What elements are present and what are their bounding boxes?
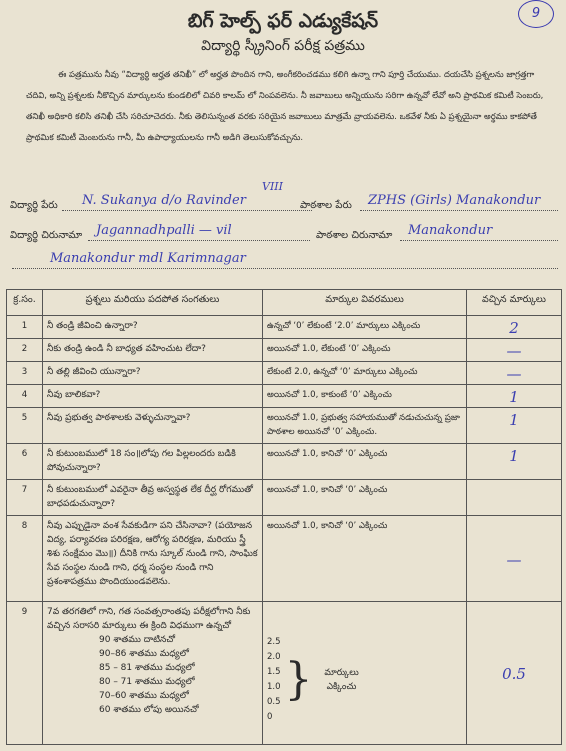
header-marks-details: మార్కుల వివరములు xyxy=(263,290,467,316)
row-score-cell xyxy=(467,444,562,480)
school-name-value: ZPHS (Girls) Manakondur xyxy=(368,193,541,208)
school-address-label: పాఠశాల చిరునామా xyxy=(316,230,393,241)
row-score: 1 xyxy=(509,447,519,465)
scale-value: 2.5 xyxy=(267,637,281,647)
row-score-cell xyxy=(467,408,562,444)
row-number: 7 xyxy=(7,480,43,516)
row-score: 1 xyxy=(509,388,519,406)
student-name-label: విద్యార్థి పేరు xyxy=(10,200,58,211)
row-question: నీవు బాలికవా? xyxy=(43,385,263,408)
school-name-label: పాఠశాల పేరు xyxy=(300,200,352,211)
row-question: నీ కుటుంబములో ఎవరైనా తీవ్ర అస్వస్థత లేక దీర్ఘ రోగముతో బాధపడుచున్నారా? xyxy=(43,480,263,516)
instructions-paragraph: ఈ పత్రమును నీవు “విద్యార్థి అర్హత తనిఖీ” లో అర్హత పొందిన గాని, అంగీకరించడము కలిగి ఉన్నా గాని పూర్తి చేయుము. దయచేసి ప్రశ్నలను జాగ్రత్తగా చదివి, అన్ని ప్రశ్నలకు నీకొచ్చిన మార్కులను కుండలిలో చివరి కాలమ్ లో నింపవలెను. నీ జవాబులు అన్నియును సరిగా ఉన్నవో లేవో అని ప్రాథమిక కమిటీ సెంబరు, తనిఖీ అధికారి కలిసి తనిఖీ చేసి సరిచూచెదరు. నీకు తెలిసున్నంత వరకు సరియైన జవాబులు మాత్రమే వ్రాయవలెను. ఒకవేళ నీకు ఏ ప్రశ్నయైనా అర్థము కాకపోతే ప్రాథమిక కమిటీ మెంబరును గానీ, మీ ఉపాధ్యాయులను గానీ అడిగి తెలుసుకోవచ్చును. xyxy=(26,69,544,142)
scale-value: 1.0 xyxy=(267,682,281,692)
table-header-row xyxy=(7,290,562,316)
class-mark: VIII xyxy=(262,180,283,193)
table-row xyxy=(7,339,562,362)
school-address-line xyxy=(400,240,558,241)
brace-icon: } xyxy=(284,654,313,705)
student-name-value: N. Sukanya d/o Ravinder xyxy=(82,193,246,208)
row-question: నీ తండ్రి జీవించి ఉన్నారా? xyxy=(43,316,263,339)
percentage-item: 90 శాతము దాటినచో xyxy=(99,635,176,645)
row-number: 8 xyxy=(7,516,43,602)
corner-number-mark: 9 xyxy=(518,0,554,28)
row-marks-details: ఉన్నచో ‘0’ లేకుంటే ‘2.0’ మార్కులు ఎక్కించు xyxy=(263,316,467,339)
table-row xyxy=(7,516,562,602)
address-line-2 xyxy=(12,268,558,269)
row-number: 1 xyxy=(7,316,43,339)
row-score: 1 xyxy=(509,411,519,429)
row-marks-details: అయినచో 1.0, కాకుంటే ‘0’ ఎక్కించు xyxy=(263,385,467,408)
table-row xyxy=(7,444,562,480)
row-score-cell xyxy=(467,339,562,362)
row-marks-details: అయినచో 1.0, కానిచో ‘0’ ఎక్కించు xyxy=(263,480,467,516)
row-marks-details: లేకుంటే 2.0, ఉన్నచో ‘0’ మార్కులు ఎక్కించు xyxy=(263,362,467,385)
row-marks-details: అయినచో 1.0, లేకుంటే ‘0’ ఎక్కించు xyxy=(263,339,467,362)
row-score: 0.5 xyxy=(502,665,526,683)
row-score-cell xyxy=(467,516,562,602)
row-score-cell xyxy=(467,385,562,408)
school-name-line xyxy=(360,210,558,211)
percentage-item: 60 శాతము లోపు అయినచో xyxy=(99,705,199,715)
row-marks-details: అయినచో 1.0, కానిచో ‘0’ ఎక్కించు xyxy=(263,444,467,480)
row-number: 4 xyxy=(7,385,43,408)
percentage-item: 70–60 శాతము మధ్యలో xyxy=(99,691,189,701)
row-question: నీవు ఎప్పుడైనా వంశ సేవకుడిగా పని చేసినావా? (పయోజన విద్య, పర్యావరణ పరిరక్షణ, ఆరోగ్య పరిరక్షణ, మరియు స్త్రీ శిశు సంక్షేమం మొ॥) దీనికి గాను స్కూల్ నుండి గాని, సాంఘిక సేవ సంస్థల నుండి గాని, ధర్మ సంస్థల నుండి గాని ప్రశంశాపత్రము పొందియుండవలెను. xyxy=(43,516,263,602)
table-row xyxy=(7,316,562,339)
scale-value: 2.0 xyxy=(267,652,281,662)
row-question: నీకు తండ్రి ఉండి నీ బాధ్యత వహించుట లేదా? xyxy=(43,339,263,362)
row-number: 2 xyxy=(7,339,43,362)
row-number: 5 xyxy=(7,408,43,444)
row-score: — xyxy=(506,550,522,569)
scale-value: 0.5 xyxy=(267,697,281,707)
screening-table xyxy=(6,289,562,745)
percentage-item: 85 – 81 శాతము మధ్యలో xyxy=(99,663,195,673)
row-score-cell xyxy=(467,602,562,745)
marks-scale xyxy=(267,635,462,725)
row-score: 2 xyxy=(509,319,519,337)
header-marks-obtained: వచ్చిన మార్కులు xyxy=(467,290,562,316)
percentage-item: 80 – 71 శాతము మధ్యలో xyxy=(99,677,195,687)
scale-value: 0 xyxy=(267,712,273,722)
document-subtitle: విద్యార్థి స్క్రీనింగ్ పరీక్ష పత్రము xyxy=(201,38,365,54)
row-score: — xyxy=(506,342,522,360)
row-number: 6 xyxy=(7,444,43,480)
address-line xyxy=(88,240,310,241)
scale-value: 1.5 xyxy=(267,667,281,677)
row-score: — xyxy=(506,365,522,383)
header-question: ప్రశ్నలు మరియు పదపోత సంగతులు xyxy=(43,290,263,316)
percentage-list xyxy=(47,633,258,717)
table-row xyxy=(7,602,562,745)
scale-values xyxy=(267,635,281,725)
row-score-cell xyxy=(467,480,562,516)
row-score-cell xyxy=(467,316,562,339)
table-row xyxy=(7,408,562,444)
row-marks-details xyxy=(263,602,467,745)
row-question: 7వ తరగతిలో గాని, గత సంవత్సరాంతపు పరీక్షలోగాని నీకు వచ్చిన సరాసరి మార్కులు ఈ క్రింది విధముగా ఉన్నచో xyxy=(47,607,251,631)
row-number: 3 xyxy=(7,362,43,385)
row-question: నీ తల్లి జీవించి యున్నారా? xyxy=(43,362,263,385)
document-title: బిగ్ హెల్ప్ ఫర్ ఎడ్యుకేషన్ xyxy=(187,10,379,32)
row-marks-details: అయినచో 1.0, ప్రభుత్వ సహాయముతో నడుచుచున్న ప్రజా పాఠశాల అయినచో ‘0’ ఎక్కించు. xyxy=(263,408,467,444)
row-question-block xyxy=(43,602,263,745)
scale-label: మార్కులు ఎక్కించు xyxy=(324,668,359,692)
table-row xyxy=(7,480,562,516)
student-name-line xyxy=(62,210,312,211)
address-line-2-value: Manakondur mdl Karimnagar xyxy=(50,251,246,266)
row-question: నీ కుటుంబములో 18 సం॥లోపు గల పిల్లలందరు బడికి పోవుచున్నారా? xyxy=(43,444,263,480)
row-marks-details: అయినచో 1.0, కానిచో ‘0’ ఎక్కించు xyxy=(263,516,467,602)
school-address-value: Manakondur xyxy=(408,223,493,238)
row-number: 9 xyxy=(7,602,43,745)
header-serial: క్ర.సం. xyxy=(7,290,43,316)
address-label: విద్యార్థి చిరునామా xyxy=(10,230,83,241)
table-row xyxy=(7,362,562,385)
percentage-item: 90–86 శాతము మధ్యలో xyxy=(99,649,189,659)
address-value: Jagannadhpalli — vil xyxy=(96,223,232,238)
row-question: నీవు ప్రభుత్వ పాఠశాలకు వెళ్ళుచున్నావా? xyxy=(43,408,263,444)
row-score-cell xyxy=(467,362,562,385)
table-row xyxy=(7,385,562,408)
